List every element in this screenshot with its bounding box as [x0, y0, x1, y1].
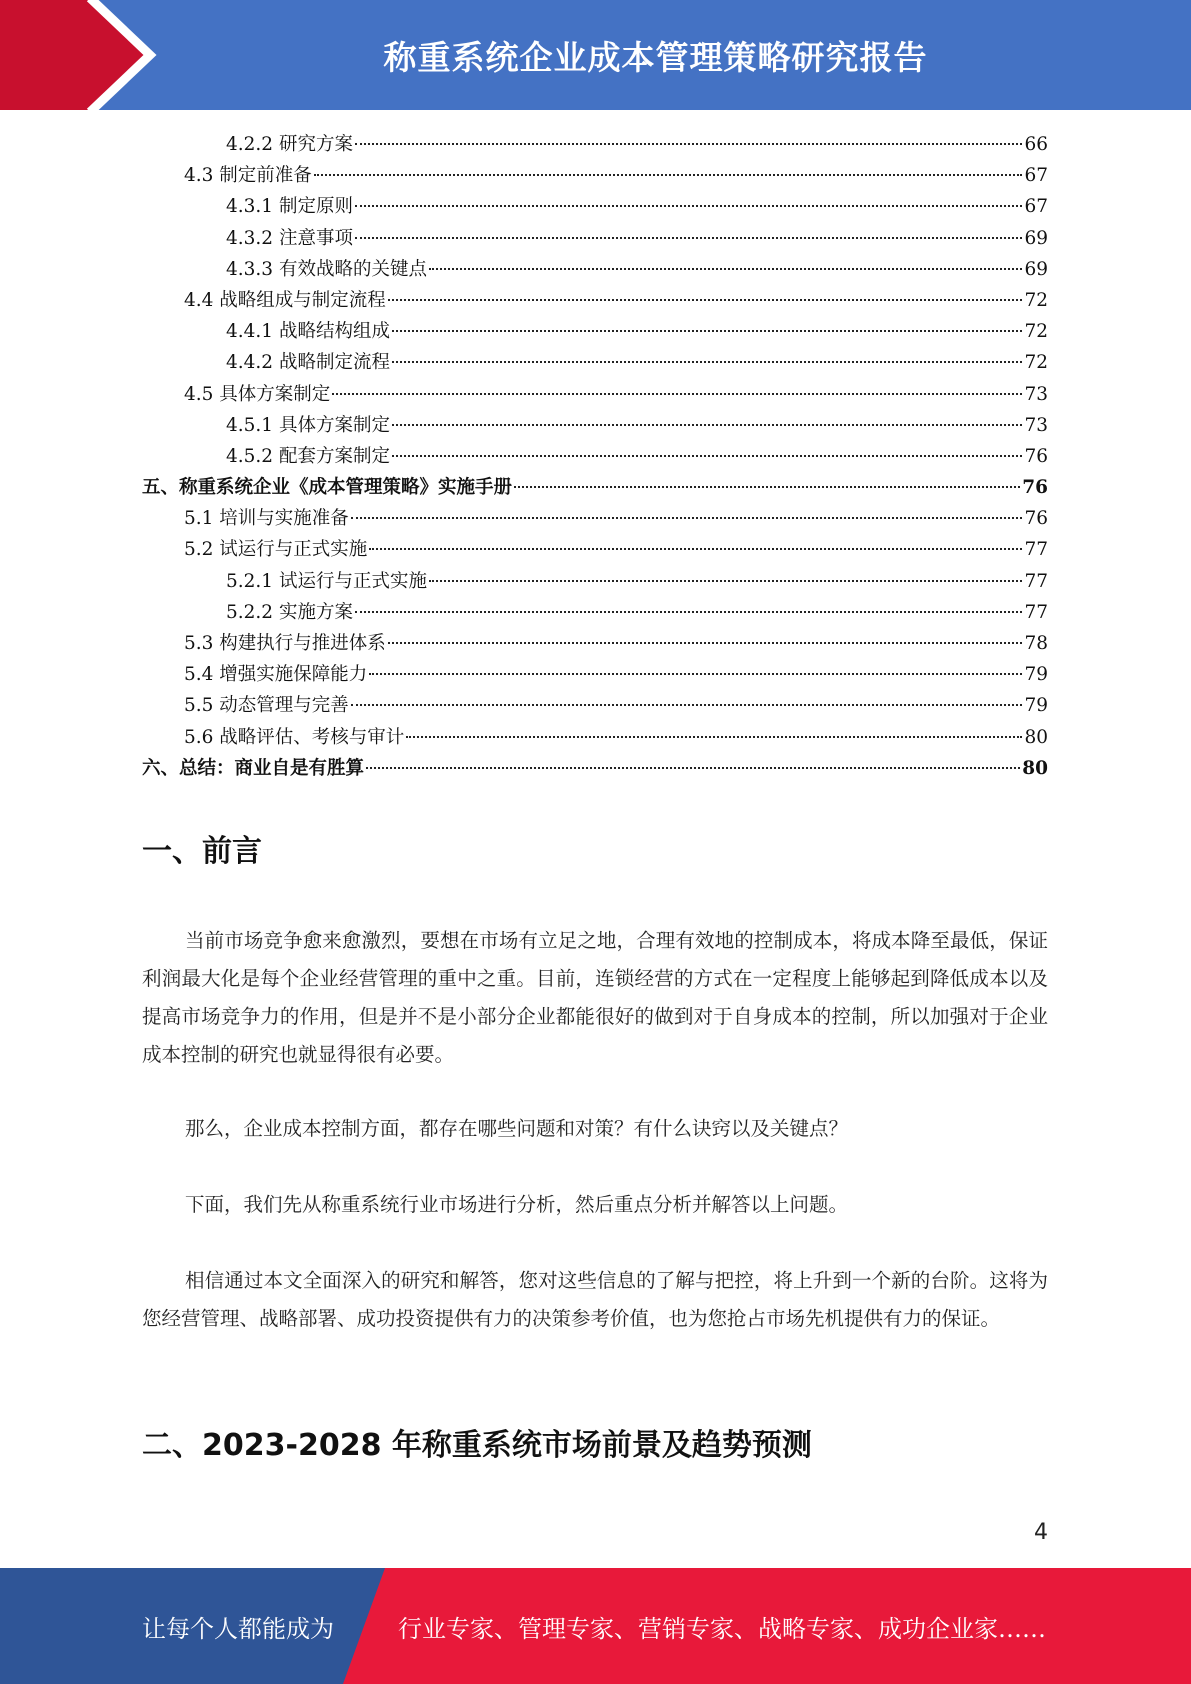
toc-entry-title: 4.2.2 研究方案: [226, 134, 353, 155]
toc-dot-leader: [355, 143, 1023, 145]
toc-entry-page: 76: [1024, 445, 1048, 467]
header-banner: [0, 0, 1191, 110]
toc-entry[interactable]: [142, 129, 1048, 160]
toc-entry[interactable]: [142, 410, 1048, 441]
toc-entry[interactable]: [142, 722, 1048, 753]
toc-entry-page: 66: [1024, 134, 1048, 155]
toc-entry[interactable]: [142, 379, 1048, 410]
toc-entry-page: 77: [1024, 601, 1048, 623]
toc-entry-title: 六、总结：商业自是有胜算: [142, 757, 365, 779]
toc-entry[interactable]: [142, 254, 1048, 285]
toc-dot-leader: [388, 299, 1023, 301]
toc-entry-title: 4.5.2 配套方案制定: [226, 445, 390, 467]
toc-entry-title: 4.4.1 战略结构组成: [226, 321, 390, 343]
toc-entry[interactable]: [142, 285, 1048, 316]
toc-dot-leader: [369, 673, 1022, 675]
toc-dot-leader: [351, 517, 1023, 519]
toc-entry-page: 80: [1022, 757, 1048, 779]
toc-dot-leader: [429, 580, 1022, 582]
toc-entry[interactable]: [142, 534, 1048, 565]
toc-entry-title: 4.4.2 战略制定流程: [226, 352, 390, 374]
toc-dot-leader: [392, 361, 1022, 363]
toc-entry[interactable]: [142, 191, 1048, 222]
toc-entry-page: 72: [1024, 321, 1048, 343]
toc-entry-page: 77: [1024, 539, 1048, 561]
toc-dot-leader: [332, 393, 1022, 395]
toc-entry-title: 5.1 培训与实施准备: [184, 508, 349, 530]
toc-dot-leader: [392, 455, 1022, 457]
toc-entry-title: 5.2.1 试运行与正式实施: [226, 570, 427, 592]
footer-slogan-left: 让每个人都能成为: [142, 1614, 334, 1643]
toc-dot-leader: [514, 486, 1020, 488]
toc-entry-title: 5.2.2 实施方案: [226, 601, 353, 623]
toc-dot-leader: [355, 237, 1023, 239]
paragraph: 下面，我们先从称重系统行业市场进行分析，然后重点分析并解答以上问题。: [185, 1193, 849, 1216]
toc-entry-title: 5.5 动态管理与完善: [184, 695, 349, 717]
toc-entry[interactable]: [142, 503, 1048, 534]
toc-entry-title: 4.3.1 制定原则: [226, 196, 353, 218]
paragraph: 那么，企业成本控制方面，都存在哪些问题和对策？有什么诀窍以及关键点？: [185, 1117, 849, 1140]
section-heading-intro: 一、前言: [142, 834, 262, 869]
toc-entry-title: 5.2 试运行与正式实施: [184, 539, 368, 561]
toc-entry[interactable]: [142, 347, 1048, 378]
toc-dot-leader: [314, 174, 1023, 176]
toc-entry[interactable]: [142, 566, 1048, 597]
toc-entry-page: 69: [1024, 227, 1048, 249]
toc-entry[interactable]: [142, 659, 1048, 690]
toc-entry-title: 5.6 战略评估、考核与审计: [184, 726, 405, 748]
toc-entry-title: 4.5.1 具体方案制定: [226, 414, 390, 436]
toc-entry-title: 4.4 战略组成与制定流程: [184, 289, 386, 311]
toc-dot-leader: [392, 330, 1022, 332]
report-title: 称重系统企业成本管理策略研究报告: [383, 37, 928, 77]
toc-entry-title: 4.5 具体方案制定: [184, 383, 331, 405]
toc-dot-leader: [355, 205, 1023, 207]
toc-entry-page: 76: [1024, 508, 1048, 530]
toc-entry-title: 4.3.2 注意事项: [226, 227, 353, 249]
toc-entry-page: 67: [1024, 165, 1048, 187]
table-of-contents: [142, 129, 1048, 784]
toc-dot-leader: [355, 611, 1023, 613]
toc-entry[interactable]: [142, 690, 1048, 721]
page-number: 4: [1034, 1520, 1048, 1545]
footer-slogan-right: 行业专家、管理专家、营销专家、战略专家、成功企业家……: [398, 1614, 1046, 1643]
toc-dot-leader: [366, 767, 1020, 769]
toc-entry-page: 72: [1024, 289, 1048, 311]
toc-entry[interactable]: [142, 316, 1048, 347]
toc-entry[interactable]: [142, 472, 1048, 503]
toc-entry-page: 79: [1024, 664, 1048, 686]
toc-entry[interactable]: [142, 441, 1048, 472]
toc-entry-page: 79: [1024, 695, 1048, 717]
section-heading-market: 二、2023-2028 年称重系统市场前景及趋势预测: [142, 1428, 812, 1463]
toc-entry-page: 80: [1024, 726, 1048, 748]
paragraph: 当前市场竞争愈来愈激烈，要想在市场有立足之地，合理有效地的控制成本，将成本降至最低，保证利润最大化是每个企业经营管理的重中之重。目前，连锁经营的方式在一定程度上能够起到降低成本以及提高市场竞争力的作用，但是并不是小部分企业都能很好的做到对于自身成本的控制，所以加强对于企业成本控制的研究也就显得很有必要。: [142, 929, 1048, 1066]
toc-entry-page: 78: [1024, 633, 1048, 654]
toc-entry[interactable]: [142, 597, 1048, 628]
toc-dot-leader: [392, 424, 1022, 426]
toc-dot-leader: [369, 548, 1022, 550]
toc-entry-page: 67: [1024, 196, 1048, 218]
toc-dot-leader: [351, 704, 1023, 706]
footer-banner: [0, 1568, 1191, 1684]
toc-entry-page: 73: [1024, 414, 1048, 436]
toc-entry-title: 4.3 制定前准备: [184, 165, 312, 187]
toc-entry[interactable]: [142, 160, 1048, 191]
paragraph: 相信通过本文全面深入的研究和解答，您对这些信息的了解与把控，将上升到一个新的台阶。这将为您经营管理、战略部署、成功投资提供有力的决策参考价值，也为您抢占市场先机提供有力的保证。: [142, 1269, 1048, 1330]
toc-entry-page: 77: [1024, 570, 1048, 592]
toc-entry-page: 73: [1024, 383, 1048, 405]
toc-dot-leader: [429, 268, 1022, 270]
toc-entry-title: 5.4 增强实施保障能力: [184, 664, 368, 686]
toc-entry[interactable]: [142, 223, 1048, 254]
toc-entry-page: 69: [1024, 258, 1048, 280]
toc-entry-page: 72: [1024, 352, 1048, 374]
toc-entry[interactable]: [142, 628, 1048, 659]
toc-entry-title: 5.3 构建执行与推进体系: [184, 633, 386, 654]
toc-dot-leader: [388, 642, 1023, 644]
toc-entry-page: 76: [1022, 477, 1048, 499]
toc-entry[interactable]: [142, 753, 1048, 784]
toc-dot-leader: [406, 736, 1022, 738]
toc-entry-title: 五、称重系统企业《成本管理策略》实施手册: [142, 477, 513, 499]
toc-entry-title: 4.3.3 有效战略的关键点: [226, 258, 427, 280]
